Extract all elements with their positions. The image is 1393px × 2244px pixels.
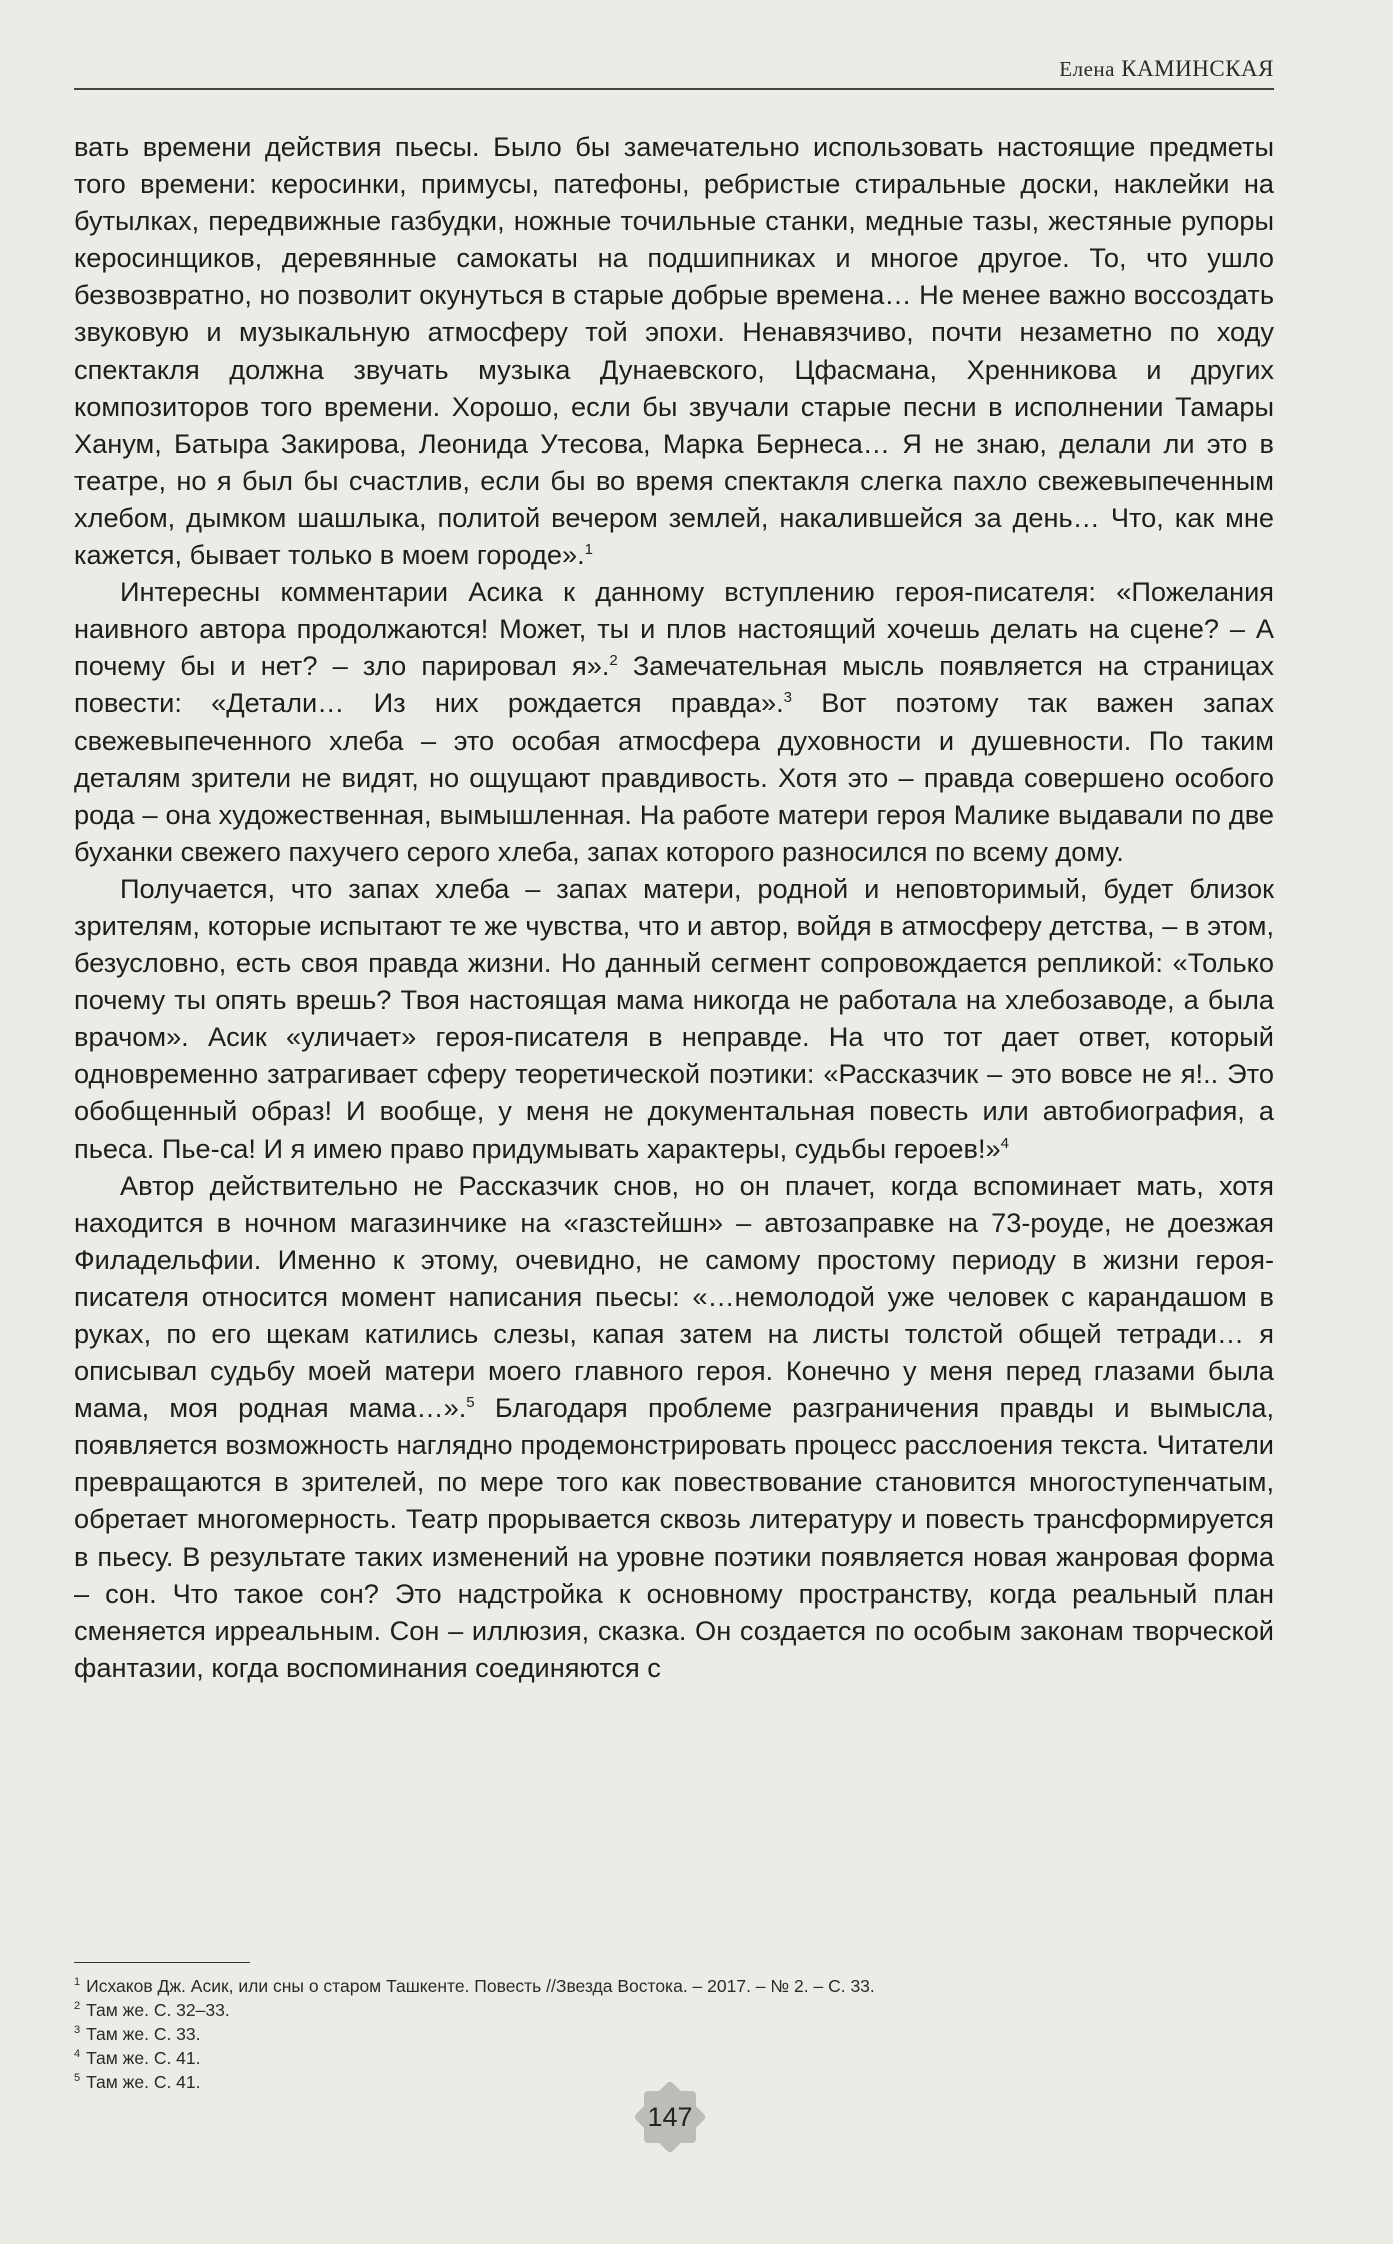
running-head-author (1059, 56, 1274, 82)
main-text (74, 128, 1274, 1686)
footnote-2-number: 2 (74, 2000, 81, 2013)
running-header (74, 44, 1274, 90)
paragraph-2 (74, 573, 1274, 870)
footnote-4-number: 4 (74, 2048, 81, 2061)
footnote-3 (74, 2022, 1274, 2046)
footnote-1 (74, 1974, 1274, 1998)
paragraph-4 (74, 1167, 1274, 1686)
paragraph-1-text: вать времени действия пьесы. Было бы замечательно использовать настоящие предметы того времени: керосинки, примусы, патефоны, ребристые стиральные доски, наклейки на бутылках, передвижные газбудки, ножные точильные станки, медные тазы, жестяные рупоры керосинщиков, деревянные самокаты на подшипниках и многое другое. То, что ушло безвозвратно, но позволит окунуться в старые добрые времена… Не менее важно воссоздать звуковую и музыкальную атмосферу той эпохи. Ненавязчиво, почти незаметно по ходу спектакля должна звучать музыка Дунаевского, Цфасмана, Хренникова и других композиторов того времени. Хорошо, если бы звучали старые песни в исполнении Тамары Ханум, Батыра Закирова, Леонида Утесова, Марка Бернеса… Я не знаю, делали ли это в театре, но я был бы счастлив, если бы во время спектакля слегка пахло свежевыпеченным хлебом, дымком шашлыка, политой вечером землей, накалившейся за день… Что, как мне кажется, бывает только в моем городе». (74, 131, 1274, 571)
footnote-separator (74, 1962, 250, 1963)
footnote-ref-1: 1 (584, 540, 594, 558)
author-surname: КАМИНСКАЯ (1121, 56, 1274, 81)
footnote-5-text: Там же. С. 41. (86, 2072, 201, 2092)
paragraph-2c-text: Вот поэтому так важен запах свежевыпеченного хлеба – это особая атмосфера духовности и душевности. По таким деталям зрители не видят, но ощущают правдивость. Хотя это – правда совершено особого рода – она художественная, вымышленная. На работе матери героя Малике выдавали по две буханки свежего пахучего серого хлеба, запах которого разносился по всему дому. (74, 687, 1274, 867)
footnote-ref-2: 2 (609, 652, 618, 670)
author-given-name: Елена (1059, 57, 1115, 81)
paragraph-3-text: Получается, что запах хлеба – запах матери, родной и неповторимый, будет близок зрителям, которые испытают те же чувства, что и автор, войдя в атмосферу детства, – в этом, безусловно, есть своя правда жизни. Но данный сегмент сопровождается репликой: «Только почему ты опять врешь? Твоя настоящая мама никогда не работала на хлебозаводе, а была врачом». Асик «уличает» героя-писателя в неправде. На что тот дает ответ, который одновременно затрагивает сферу теоретической поэтики: «Рассказчик – это вовсе не я!.. Это обобщенный образ! И вообще, у меня не документальная повесть или автобиография, а пьеса. Пье-са! И я имею право придумывать характеры, судьбы героев!» (74, 872, 1274, 1164)
paragraph-3 (74, 870, 1274, 1167)
footnote-5-number: 5 (74, 2072, 81, 2085)
footnote-3-text: Там же. С. 33. (86, 2024, 201, 2044)
footnote-3-number: 3 (74, 2024, 81, 2037)
page-number-badge (629, 2076, 711, 2158)
footnote-4-text: Там же. С. 41. (86, 2048, 201, 2068)
footnote-2-text: Там же. С. 32–33. (86, 2000, 230, 2020)
paragraph-4a-text: Автор действительно не Рассказчик снов, но он плачет, когда вспоминает мать, хотя находится в ночном магазинчике на «газстейшн» – автозаправке на 73-роуде, не доезжая Филадельфии. Именно к этому, очевидно, не самому простому периоду в жизни героя-писателя относится момент написания пьесы: «…немолодой уже человек с карандашом в руках, по его щекам катились слезы, капая затем на листы толстой общей тетради… я описывал судьбу моей матери моего главного героя. Конечно у меня перед глазами была мама, моя родная мама…». (74, 1169, 1274, 1424)
footnote-2 (74, 1998, 1274, 2022)
footnote-4 (74, 2046, 1274, 2070)
footnote-1-text: Исхаков Дж. Асик, или сны о старом Ташкенте. Повесть //Звезда Востока. – 2017. – № 2. – С. 33. (86, 1976, 875, 1996)
footnote-ref-5: 5 (466, 1394, 475, 1412)
paragraph-1 (74, 128, 1274, 573)
footnote-1-number: 1 (74, 1976, 81, 1989)
paragraph-4b-text: Благодаря проблеме разграничения правды и вымысла, появляется возможность наглядно продемонстрировать процесс расслоения текста. Читатели превращаются в зрителей, по мере того как повествование становится многоступенчатым, обретает многомерность. Театр прорывается сквозь литературу и повесть трансформируется в пьесу. В результате таких изменений на уровне поэтики появляется новая жанровая форма – сон. Что такое сон? Это надстройка к основному пространству, когда реальный план сменяется ирреальным. Сон – иллюзия, сказка. Он создается по особым законам творческой фантазии, когда воспоминания соединяются с (74, 1392, 1274, 1683)
paragraph-2b-text: Замечательная мысль появляется на страницах повести: «Детали… Из них рождается правда». (74, 650, 1274, 719)
footnote-ref-3: 3 (783, 689, 792, 707)
page-number: 147 (647, 2102, 693, 2132)
paragraph-2a-text: Интересны комментарии Асика к данному вступлению героя-писателя: «Пожелания наивного автора продолжаются! Может, ты и плов настоящий хочешь делать на сцене? – А почему бы и нет? – зло парировал я». (74, 576, 1274, 682)
footnote-ref-4: 4 (1000, 1134, 1009, 1152)
